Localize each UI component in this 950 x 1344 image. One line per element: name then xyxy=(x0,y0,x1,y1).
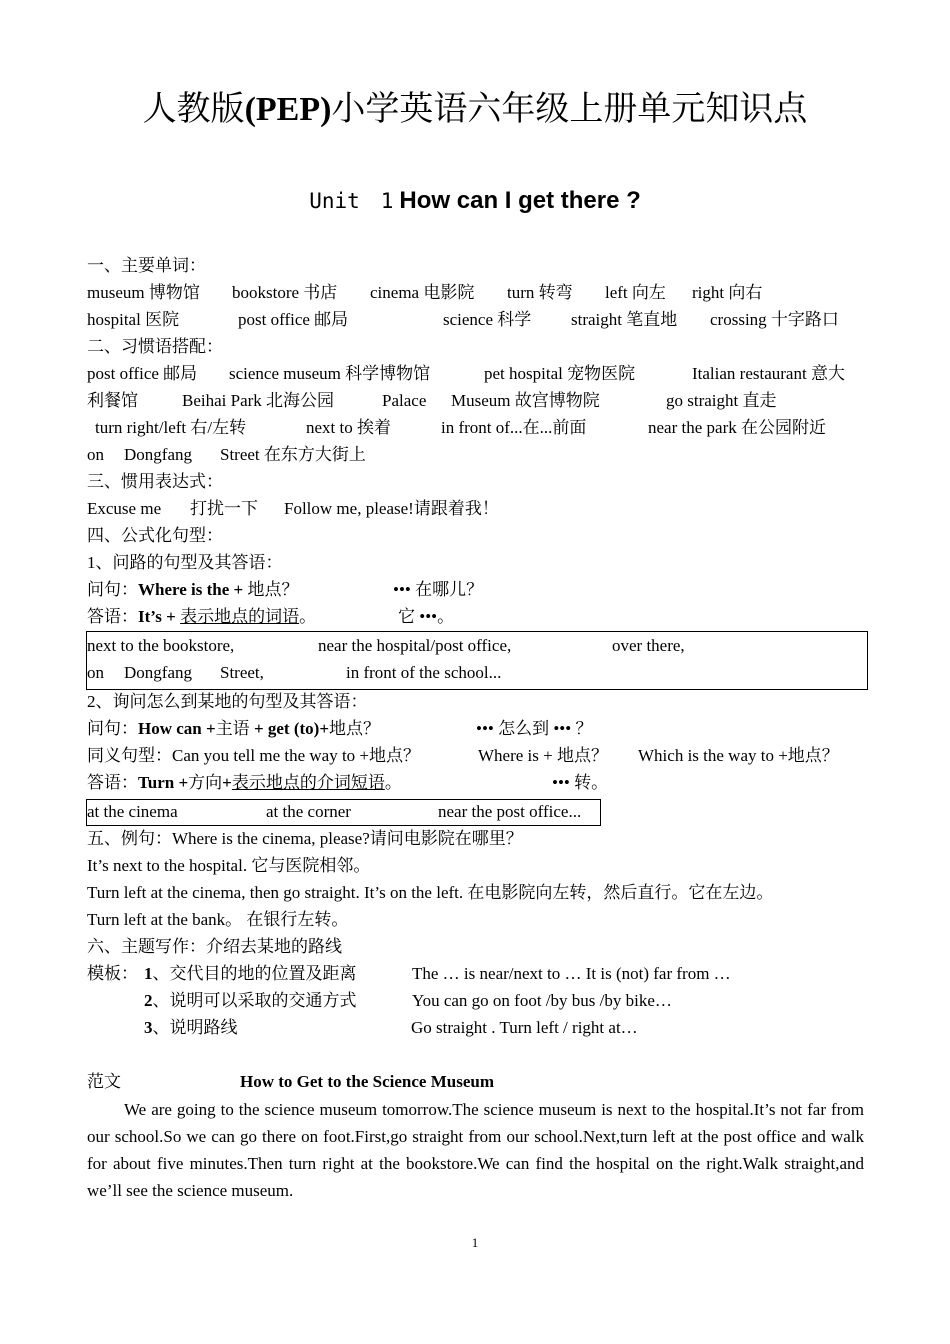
template-item-number: 3 xyxy=(144,1018,153,1037)
unit-name: How can I get there ? xyxy=(399,187,641,214)
template-item-2 xyxy=(144,991,357,1011)
phrase-pet-hospital: pet hospital 宠物医院 xyxy=(484,364,636,383)
unit-heading xyxy=(0,186,950,216)
phrase-palace: Palace xyxy=(382,391,427,410)
synonym-pattern-1: Can you tell me the way to +地点？ xyxy=(172,746,421,765)
synonym-patterns xyxy=(87,746,420,766)
answer-direction: 方向 xyxy=(188,773,223,792)
question-subject: 主语 xyxy=(215,719,250,738)
box2-at-cinema: at the cinema xyxy=(87,802,178,821)
phrase-on: on xyxy=(87,445,104,464)
section4-heading: 四、公式化句型： xyxy=(87,526,223,545)
template-item-1 xyxy=(144,964,357,984)
answer-formula-2: + xyxy=(222,773,232,792)
phrase-turn: turn right/left 右/左转 xyxy=(95,418,247,437)
box1-on: on xyxy=(87,663,104,682)
vocab-left: left 向左 xyxy=(605,283,666,302)
essay-title: How to Get to the Science Museum xyxy=(240,1072,495,1091)
expr-follow-me: Follow me, please!请跟着我！ xyxy=(284,499,499,518)
answer-prefix: 答语： xyxy=(87,607,138,626)
question-formula-2: + get (to)+ xyxy=(249,719,330,738)
box1-near-hospital: near the hospital/post office, xyxy=(318,636,512,655)
question-prefix: 问句： xyxy=(87,580,138,599)
page-title xyxy=(0,90,950,130)
answer-underlined: 表示地点的介词短语 xyxy=(231,773,385,792)
section2-heading: 二、习惯语搭配： xyxy=(87,337,223,356)
vocab-museum: museum 博物馆 xyxy=(87,283,200,302)
template-item-3-en: Go straight . Turn left / right at… xyxy=(411,1018,638,1037)
title-cn-part2: 小学英语六年级上册单元知识点 xyxy=(331,91,808,128)
phrase-in-front-of: in front of...在...前面 xyxy=(441,418,587,437)
phrase-dongfang: Dongfang xyxy=(124,445,192,464)
pattern2-heading: 2、询问怎么到某地的句型及其答语： xyxy=(87,692,368,711)
title-pep: (PEP) xyxy=(244,91,332,128)
question-tail: 地点？ xyxy=(329,719,381,738)
pattern2-question-meaning: ••• 怎么到 ••• ？ xyxy=(476,719,593,738)
title-cn-part1: 人教版 xyxy=(142,91,245,128)
phrase-beihai-park: Beihai Park 北海公园 xyxy=(182,391,335,410)
template-item-3 xyxy=(144,1018,238,1038)
phrase-next-to: next to 挨着 xyxy=(306,418,391,437)
section6-heading: 六、主题写作：介绍去某地的路线 xyxy=(87,937,342,956)
template-item-2-en: You can go on foot /by bus /by bike… xyxy=(412,991,672,1010)
vocab-bookstore: bookstore 书店 xyxy=(232,283,338,302)
essay-label: 范文 xyxy=(87,1072,121,1091)
box1-dongfang: Dongfang xyxy=(124,663,192,682)
template-item-cn: 、说明可以采取的交通方式 xyxy=(152,991,357,1010)
vocab-straight: straight 笔直地 xyxy=(571,310,678,329)
synonym-pattern-2: Where is + 地点？ xyxy=(478,746,608,765)
pattern1-question-meaning: ••• 在哪儿？ xyxy=(393,580,484,599)
pattern2-answer xyxy=(87,773,402,793)
pattern1-question xyxy=(87,580,298,600)
page-number: 1 xyxy=(471,1235,479,1250)
box1-next-to-bookstore: next to the bookstore, xyxy=(87,636,235,655)
pattern1-answer xyxy=(87,607,316,627)
template-item-cn: 、说明路线 xyxy=(152,1018,238,1037)
vocab-hospital: hospital 医院 xyxy=(87,310,180,329)
pattern1-heading: 1、问路的句型及其答语： xyxy=(87,553,283,572)
answer-tail: 。 xyxy=(299,607,317,626)
section5-heading: 五、例句：Where is the cinema, please?请问电影院在哪里？ xyxy=(87,829,523,848)
template-label: 模板： xyxy=(87,964,138,983)
essay-body: We are going to the science museum tomorrow.The science museum is next to the hospital.It’s not far from our school.So we can go there on foot.First,go straight from our school.Next,turn left at the post office and walk for about five minutes.Then turn right at the bookstore.We can find the hospital on the right.Walk straight,and we’ll see the science museum. xyxy=(87,1100,864,1200)
synonym-prefix: 同义句型： xyxy=(87,746,172,765)
answer-formula: It’s + xyxy=(138,607,176,626)
vocab-science: science 科学 xyxy=(443,310,532,329)
synonym-pattern-3: Which is the way to +地点？ xyxy=(638,746,839,765)
section1-heading: 一、主要单词： xyxy=(87,256,206,275)
phrase-museum: Museum 故宫博物院 xyxy=(451,391,600,410)
vocab-post-office: post office 邮局 xyxy=(238,310,349,329)
template-item-1-en: The … is near/next to … It is (not) far from … xyxy=(412,964,731,983)
answer-tail: 。 xyxy=(384,773,402,792)
vocab-right: right 向右 xyxy=(692,283,763,302)
unit-label: Unit 1 xyxy=(309,189,394,213)
vocab-cinema: cinema 电影院 xyxy=(370,283,475,302)
phrase-go-straight: go straight 直走 xyxy=(666,391,777,410)
template-item-number: 2 xyxy=(144,991,153,1010)
answer-prefix: 答语： xyxy=(87,773,138,792)
pattern2-question xyxy=(87,719,380,739)
phrase-street: Street 在东方大街上 xyxy=(220,445,366,464)
phrase-science-museum: science museum 科学博物馆 xyxy=(229,364,431,383)
vocab-turn: turn 转弯 xyxy=(507,283,573,302)
phrase-near-the-park: near the park 在公园附近 xyxy=(648,418,826,437)
box1-in-front-of-school: in front of the school... xyxy=(346,663,502,682)
phrase-post-office: post office 邮局 xyxy=(87,364,198,383)
question-tail: 地点？ xyxy=(243,580,299,599)
question-formula-1: How can + xyxy=(138,719,216,738)
question-prefix: 问句： xyxy=(87,719,138,738)
section3-heading: 三、惯用表达式： xyxy=(87,472,223,491)
example-sentence-1: It’s next to the hospital. 它与医院相邻。 xyxy=(87,856,371,875)
answer-formula-1: Turn + xyxy=(138,773,189,792)
example-sentence-2: Turn left at the cinema, then go straight. It’s on the left. 在电影院向左转，然后直行。它在左边。 xyxy=(87,883,774,902)
phrase-italian-restaurant-cont: 利餐馆 xyxy=(87,391,138,410)
box2-at-corner: at the corner xyxy=(266,802,351,821)
answer-underlined: 表示地点的词语 xyxy=(180,607,300,626)
example-sentence-3: Turn left at the bank。 在银行左转。 xyxy=(87,910,349,929)
box1-over-there: over there, xyxy=(612,636,685,655)
template-item-cn: 、交代目的地的位置及距离 xyxy=(152,964,357,983)
phrase-italian-restaurant: Italian restaurant 意大 xyxy=(692,364,845,383)
vocab-crossing: crossing 十字路口 xyxy=(710,310,839,329)
pattern2-answer-meaning: ••• 转。 xyxy=(552,773,609,792)
template-item-number: 1 xyxy=(144,964,153,983)
box1-street: Street, xyxy=(220,663,264,682)
box2-near-post-office: near the post office... xyxy=(438,802,582,821)
question-formula: Where is the + xyxy=(138,580,244,599)
expr-excuse-me: Excuse me xyxy=(87,499,162,518)
pattern1-answer-meaning: 它 •••。 xyxy=(398,607,455,626)
expr-excuse-me-cn: 打扰一下 xyxy=(190,499,258,518)
